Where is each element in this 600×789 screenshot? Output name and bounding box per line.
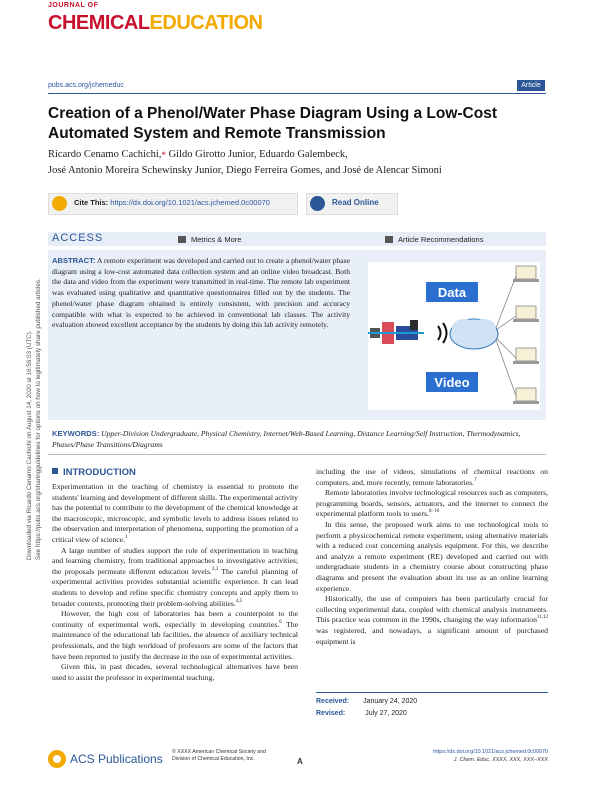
recommendations-label: Article Recommendations <box>398 235 484 244</box>
page-number: A <box>297 757 303 766</box>
toc-video-label: Video <box>434 375 470 390</box>
keywords <box>52 429 546 450</box>
metrics-button[interactable] <box>178 235 241 244</box>
footer-doi-link[interactable]: https://dx.doi.org/10.1021/acs.jchemed.0c00070 <box>433 749 548 755</box>
keywords-divider <box>48 454 546 455</box>
author-line1a[interactable]: Ricardo Cenamo Cachichi, <box>48 149 162 160</box>
journal-small-title: JOURNAL OF <box>48 2 99 9</box>
paragraph: including the use of videos, simulations of chemical reactions on computers, and, more recently, remote laboratories.$^7$ <box>316 467 548 487</box>
reference-link[interactable]: 8−10 <box>428 509 440 515</box>
paragraph: Given this, in past decades, several technological alternatives have been used to assist the professor in experimental teaching, <box>52 662 298 682</box>
quote-icon <box>52 196 67 211</box>
laptop-icon <box>516 266 536 279</box>
cite-this <box>74 198 270 207</box>
cite-label: Cite This: <box>74 198 109 207</box>
abstract <box>52 256 350 331</box>
paragraph: A large number of studies support the role of experimentation in teaching and learning chemistry, from traditional approaches to investigative activities; the proposals permeate different education levels.$^{2,3}$ The careful planning of experimental activities provides substantial scientific experience. It can lead students to develop and refine specific chemistry concepts and apply them to broader contexts, promoting their problem-solving abilities.$^{4,5}$ <box>52 545 298 608</box>
keywords-label: KEYWORDS: <box>52 429 100 438</box>
laptop-icon <box>516 388 536 401</box>
body-column-right <box>316 467 548 647</box>
footer-citation: J. Chem. Educ. XXXX, XXX, XXX−XXX <box>453 757 548 763</box>
read-online-label[interactable]: Read Online <box>332 198 379 207</box>
author-line1b[interactable]: Gildo Girotto Junior, Eduardo Galembeck, <box>165 149 348 160</box>
journal-logo[interactable] <box>48 12 262 35</box>
author-line2[interactable]: José Antonio Moreira Schewinsky Junior, Diego Ferreira Gomes, and José de Alencar Simoni <box>48 165 442 176</box>
reference-link[interactable]: 6 <box>279 619 282 625</box>
paragraph: Experimentation in the teaching of chemistry is essential to promote the students' learning and development of different skills. The experimental activity has the potential to contribute to the development of the chemical knowledge at the macroscopic, microscopic, and symbolic levels to address issues related to the observation and interpretation of phenomena, supporting the promotion of a critical view of science.$^1$ <box>52 482 298 544</box>
article-type-badge: Article <box>517 80 545 91</box>
corresponding-author-mark: * <box>161 150 166 160</box>
access-label: ACCESS <box>52 232 104 244</box>
reference-link[interactable]: 4,5 <box>235 598 243 604</box>
paragraph: Remote laboratories involve technological resources such as computers, programming boards, sensors, actuators, and the internet to connect the experimental platform tools to users.$^{8-10}$ <box>316 488 548 519</box>
laptop-icon <box>516 348 536 361</box>
toc-data-label: Data <box>437 285 467 300</box>
recommendations-button[interactable] <box>385 235 483 244</box>
author-list <box>48 147 548 179</box>
dates-divider <box>316 692 548 693</box>
reference-link[interactable]: 1 <box>125 534 128 540</box>
globe-icon <box>310 196 325 211</box>
journal-education: EDUCATION <box>149 12 263 34</box>
journal-chemical: CHEMICAL <box>48 12 150 34</box>
camera <box>410 320 418 330</box>
paragraph: In this sense, the proposed work aims to use technological tools to perform a physicochemical remote experiment, using alternative materials with a reduced cost concerning analysis equipment. For this, we describe and analyze a remote experiment (RE) developed and carried out with undergraduate students in a chemistry course about constructing phase diagrams and present the evaluation about its use as an online learning experience. <box>316 519 548 593</box>
toc-graphic <box>368 262 540 410</box>
metrics-label: Metrics & More <box>191 235 242 244</box>
journal-url-link[interactable]: pubs.acs.org/jchemeduc <box>48 82 124 89</box>
cite-doi-link[interactable]: https://dx.doi.org/10.1021/acs.jchemed.0c00070 <box>110 198 270 207</box>
abstract-label: ABSTRACT: <box>52 256 96 265</box>
article-title: Creation of a Phenol/Water Phase Diagram Using a Low-Cost Automated System and Remote Transmission <box>48 105 498 142</box>
section-heading-introduction <box>52 467 136 478</box>
download-watermark: Downloaded via Ricardo Cenamo Cachichi on August 14, 2020 at 16:56:03 (UTC). See https://pubs.acs.org/sharingguidelines for options on how to legitimately share published articles. <box>26 278 42 560</box>
copyright: © XXXX American Chemical Society and Division of Chemical Education, Inc. <box>172 749 266 762</box>
section-bullet-icon <box>52 468 58 474</box>
paragraph: Historically, the use of computers has been particularly crucial for collecting experimental data, coupled with chemical analysis instruments. This practice was common in the 1990s, changing the way information$^{11,12}$ was registered, and nowadays, a significant amount of purchased equipment is <box>316 594 548 646</box>
received-date: Received: January 24, 2020 <box>316 698 418 705</box>
acs-publications-link[interactable]: ACS Publications <box>70 752 163 766</box>
keywords-list: Upper-Division Undergraduate, Physical Chemistry, Internet/Web-Based Learning, Distance Learning/Self Instruction, Thermodynamics, Phases/Phase Transitions/Diagrams <box>52 429 521 449</box>
header-divider <box>48 93 546 94</box>
document-icon <box>385 236 393 243</box>
body-column-left <box>52 482 298 683</box>
revised-date: Revised: July 27, 2020 <box>316 710 407 717</box>
bar-chart-icon <box>178 236 186 243</box>
abstract-body: A remote experiment was developed and carried out to create a phenol/water phase diagram using a low-cost automated data collection system and an online video broadcast. Both the data and video from the experiment were transmitted in real-time. The remote lab experiment was evaluated using qualitative and quantitative questionnaires filled out by the students. The phenol/water phase diagram obtained is entirely consistent, with precision and accuracy compatible with what is expected to be achieved in conventional lab classes. The activity evaluation showed excellent acceptance by the students by doing this lab activity remotely. <box>52 256 350 330</box>
paragraph: However, the high cost of laboratories has been a counterpoint to the continuity of experimental work, especially in developing countries.$^6$ The maintenance of the educational lab facilities, the absence of auxiliary technical professionals, and the high workload of professors are some of the factors that have been reported to justify the decrease in the use of experimental activities. <box>52 609 298 661</box>
reference-link[interactable]: 2,3 <box>211 566 219 572</box>
laptop-icon <box>516 306 536 319</box>
reference-link[interactable]: 7 <box>474 477 477 483</box>
reference-link[interactable]: 11,12 <box>536 615 548 621</box>
intro-heading-text: INTRODUCTION <box>63 467 136 478</box>
